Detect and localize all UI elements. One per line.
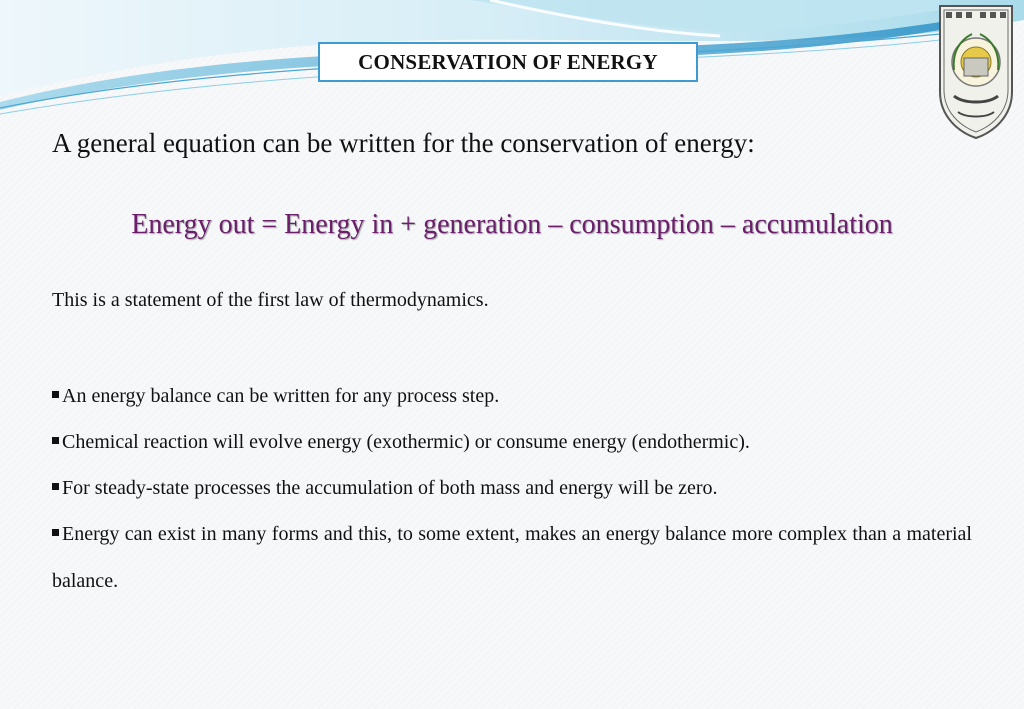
energy-equation: Energy out = Energy in + generation – consumption – accumulation	[131, 209, 893, 240]
list-item: For steady-state processes the accumulation of both mass and energy will be zero.	[52, 473, 972, 504]
first-law-statement: This is a statement of the first law of thermodynamics.	[52, 289, 489, 311]
slide-title: CONSERVATION OF ENERGY	[318, 42, 698, 82]
list-item: Chemical reaction will evolve energy (exothermic) or consume energy (endothermic).	[52, 427, 972, 458]
square-bullet-icon	[52, 483, 59, 490]
square-bullet-icon	[52, 391, 59, 398]
bullet-list	[52, 381, 972, 620]
university-crest-logo	[934, 0, 1018, 140]
intro-sentence: A general equation can be written for the conservation of energy:	[52, 128, 755, 158]
square-bullet-icon	[52, 529, 59, 536]
square-bullet-icon	[52, 437, 59, 444]
list-item: An energy balance can be written for any process step.	[52, 381, 972, 412]
list-item: Energy can exist in many forms and this, to some extent, makes an energy balance more complex than a material balance.	[52, 523, 972, 592]
